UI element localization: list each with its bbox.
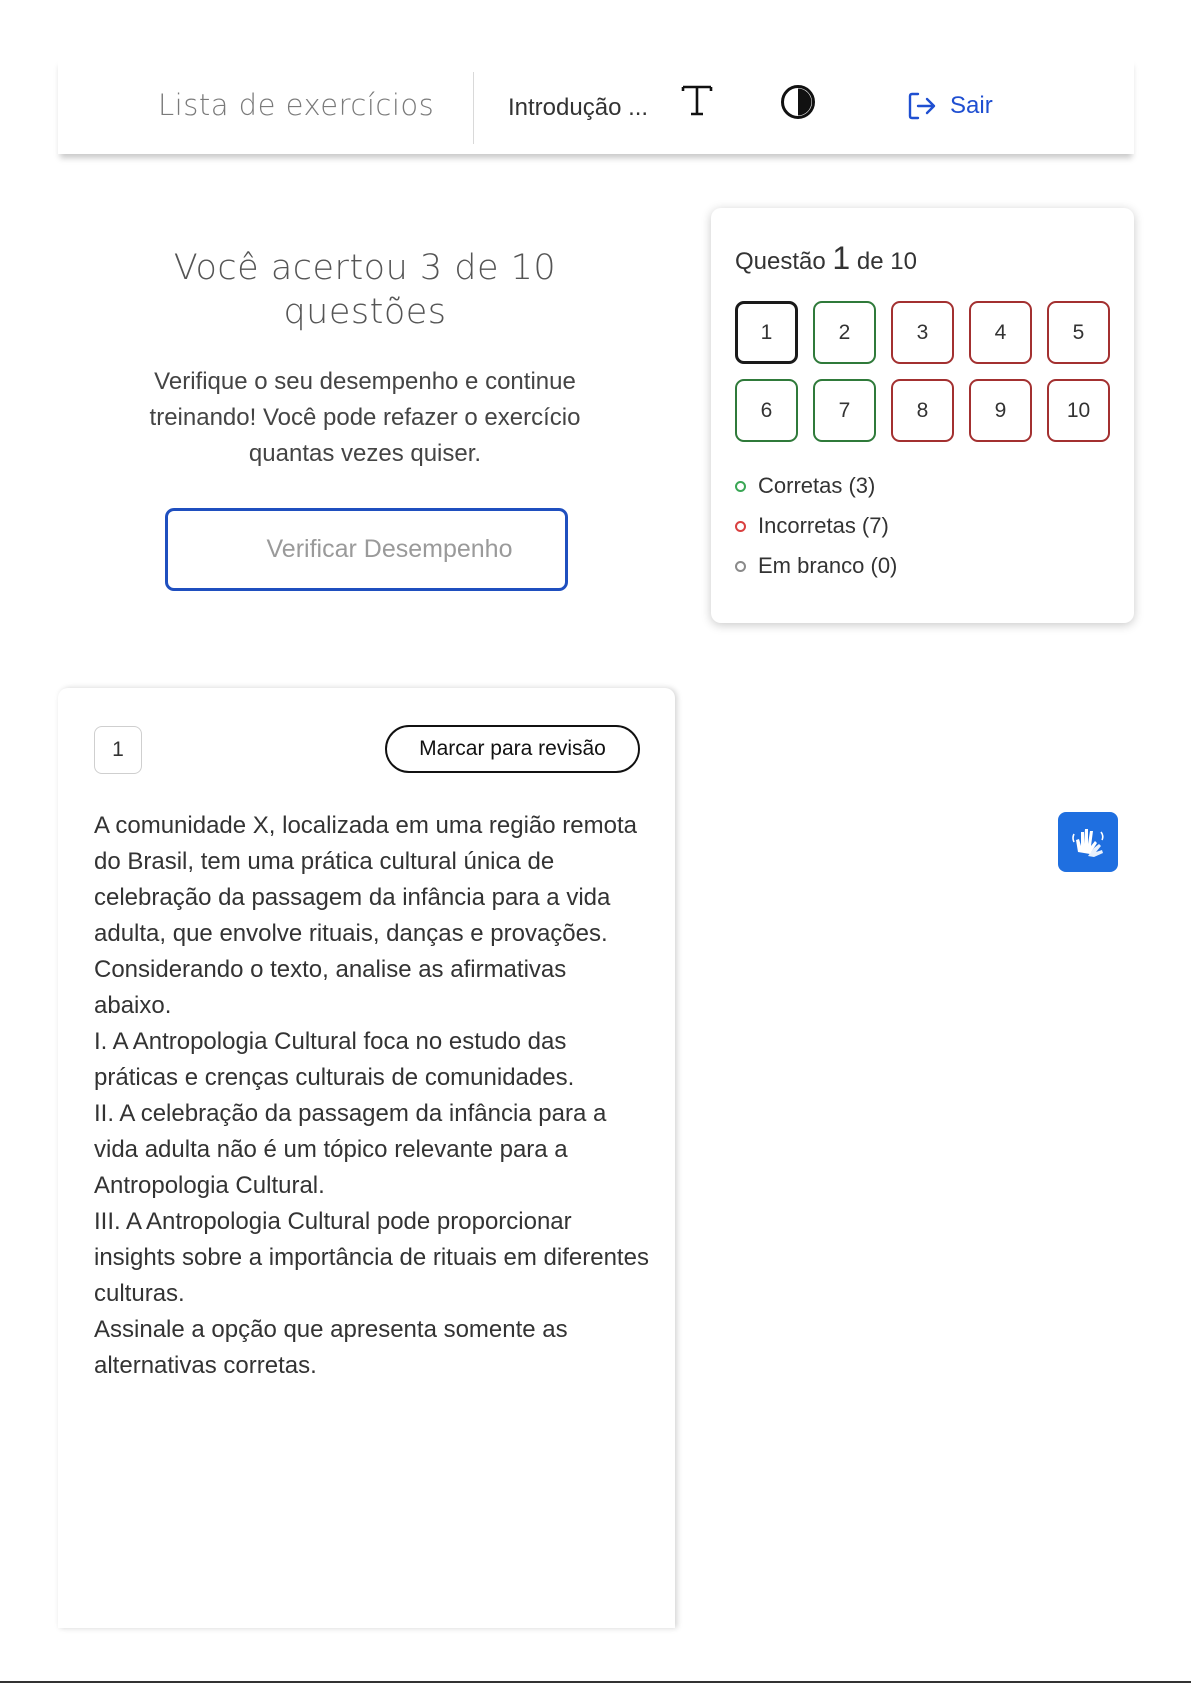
result-description: Verifique o seu desempenho e continue treinando! Você pode refazer o exercício quantas vezes quiser. xyxy=(149,368,581,467)
legend-dot-icon xyxy=(735,561,746,572)
font-size-icon[interactable] xyxy=(680,82,714,118)
verify-performance-button[interactable]: Verificar Desempenho xyxy=(165,508,568,591)
legend-dot-icon xyxy=(735,521,746,532)
question-nav-button[interactable]: 9 xyxy=(969,379,1032,442)
current-question-number: 1 xyxy=(832,240,851,276)
top-header xyxy=(58,58,1134,154)
logout-button[interactable] xyxy=(906,88,993,124)
question-paragraph: A comunidade X, localizada em uma região remota do Brasil, tem uma prática cultural única de celebração da passagem da infância para a vida adulta, que envolve rituais, danças e provações. xyxy=(94,812,637,947)
navigator-heading-prefix: Questão xyxy=(735,248,826,275)
question-nav-button[interactable]: 1 xyxy=(735,301,798,364)
status-legend xyxy=(735,466,897,586)
question-number-badge: 1 xyxy=(94,726,142,774)
question-nav-button[interactable]: 2 xyxy=(813,301,876,364)
page-title: Lista de exercícios xyxy=(158,88,435,122)
legend-label: Corretas (3) xyxy=(758,473,876,498)
legend-item xyxy=(735,466,897,506)
navigator-heading xyxy=(735,240,917,277)
contrast-icon[interactable] xyxy=(780,84,816,120)
header-divider xyxy=(473,72,474,144)
question-nav-button[interactable]: 5 xyxy=(1047,301,1110,364)
navigator-heading-suffix: de 10 xyxy=(856,248,917,275)
legend-item xyxy=(735,546,897,586)
result-title: Você acertou 3 de 10 questões xyxy=(173,248,557,332)
question-nav-button[interactable]: 8 xyxy=(891,379,954,442)
question-statement xyxy=(94,808,649,1384)
legend-dot-icon xyxy=(735,481,746,492)
mark-for-review-button[interactable]: Marcar para revisão xyxy=(385,725,640,773)
question-paragraph: Assinale a opção que apresenta somente as alternativas corretas. xyxy=(94,1316,568,1379)
logout-icon xyxy=(906,90,938,122)
legend-item xyxy=(735,506,897,546)
subject-title[interactable]: Introdução ... xyxy=(508,94,649,121)
question-paragraph: I. A Antropologia Cultural foca no estudo das práticas e crenças culturais de comunidades. xyxy=(94,1028,575,1091)
question-grid xyxy=(735,301,1115,442)
legend-label: Incorretas (7) xyxy=(758,513,889,538)
question-navigator xyxy=(711,208,1134,623)
question-card xyxy=(58,688,675,1628)
logout-label: Sair xyxy=(950,92,993,119)
question-nav-button[interactable]: 7 xyxy=(813,379,876,442)
question-paragraph: III. A Antropologia Cultural pode proporcionar insights sobre a importância de rituais em diferentes culturas. xyxy=(94,1208,649,1307)
sign-language-hands-icon[interactable] xyxy=(1058,812,1118,872)
question-paragraph: Considerando o texto, analise as afirmativas abaixo. xyxy=(94,956,567,1019)
question-nav-button[interactable]: 3 xyxy=(891,301,954,364)
legend-label: Em branco (0) xyxy=(758,553,898,578)
question-paragraph: II. A celebração da passagem da infância para a vida adulta não é um tópico relevante para a Antropologia Cultural. xyxy=(94,1100,607,1199)
page-edge-divider xyxy=(0,1681,1191,1683)
question-nav-button[interactable]: 4 xyxy=(969,301,1032,364)
question-nav-button[interactable]: 6 xyxy=(735,379,798,442)
question-nav-button[interactable]: 10 xyxy=(1047,379,1110,442)
